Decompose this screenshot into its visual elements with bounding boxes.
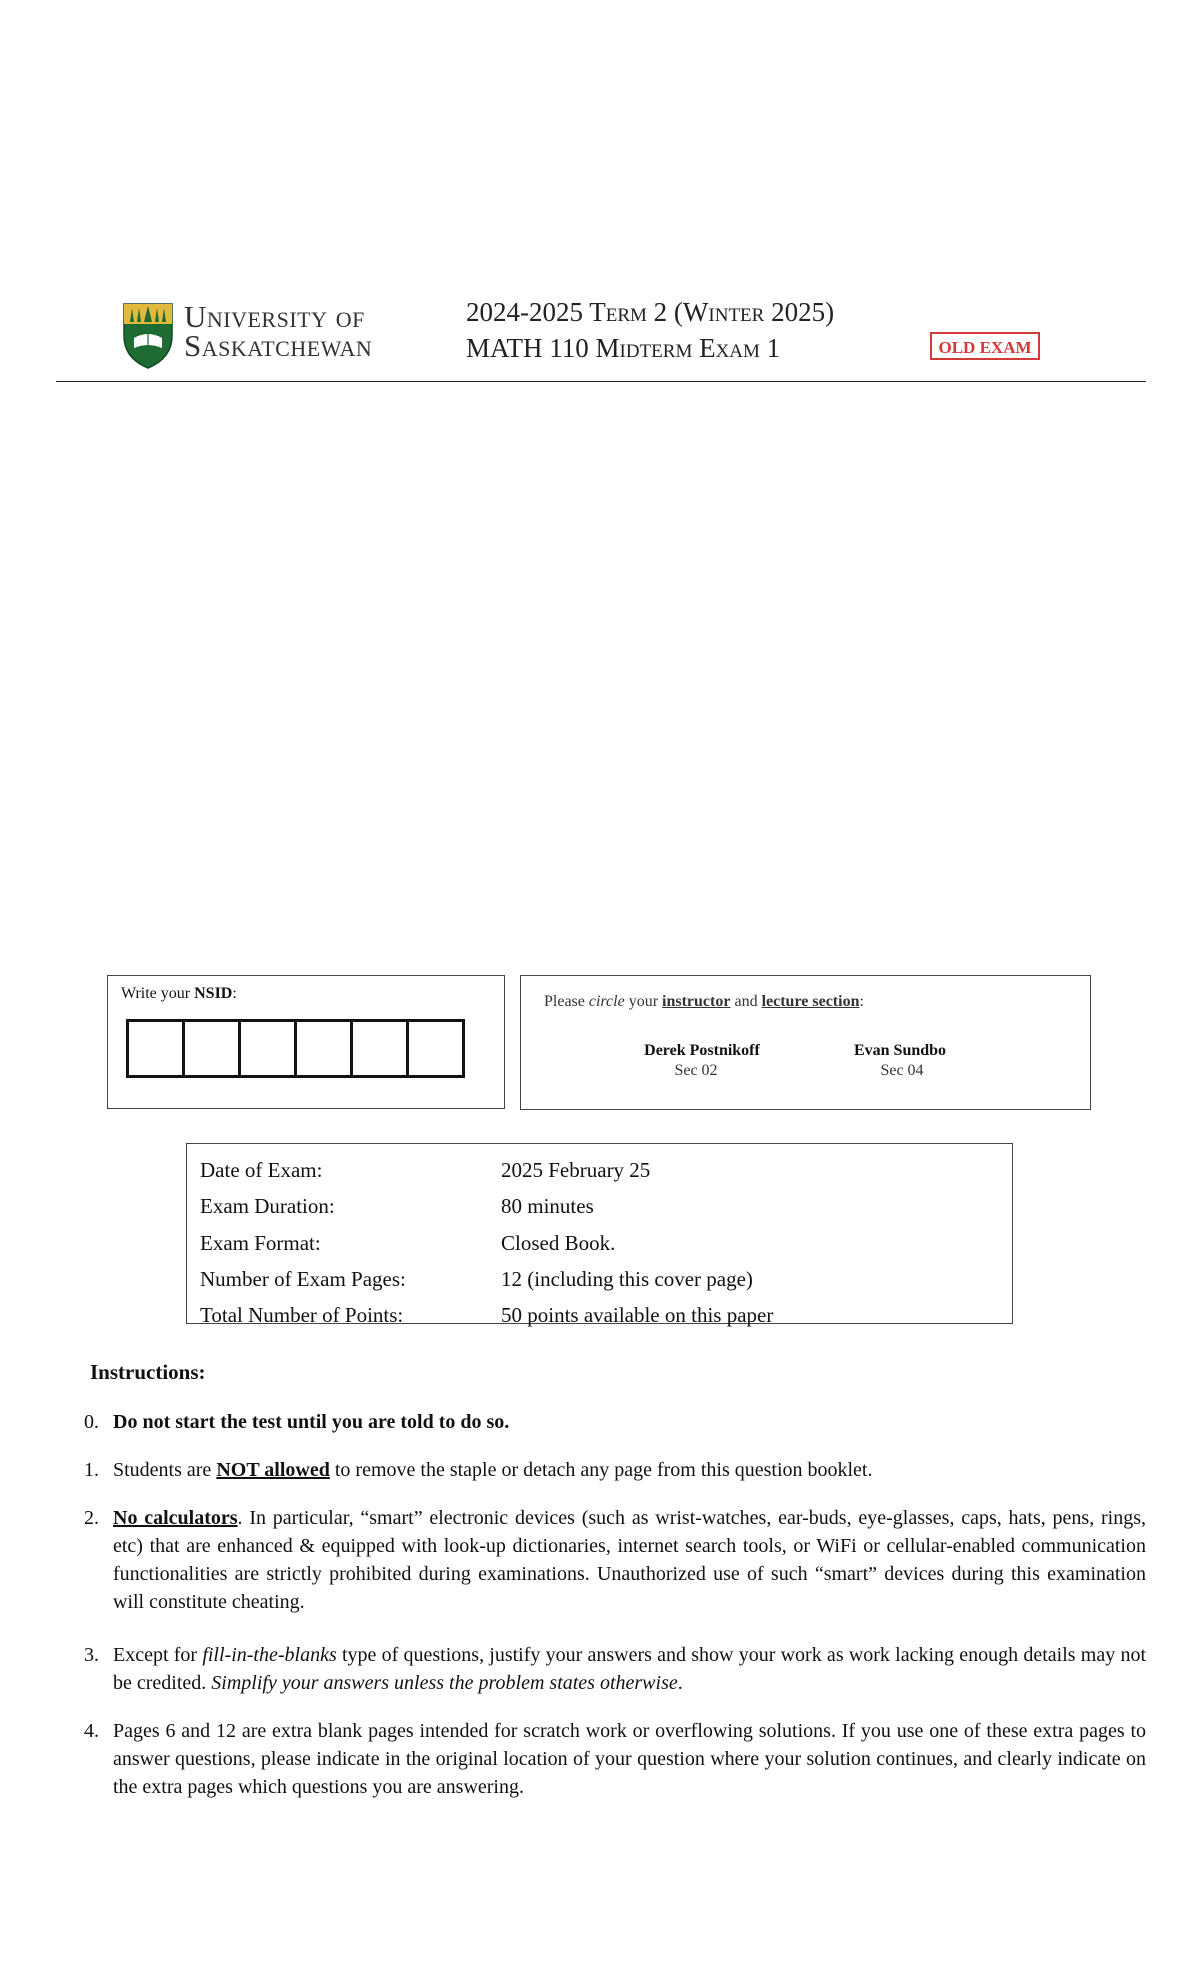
exam-term-title: 2024-2025 Term 2 (Winter 2025) [466,297,835,327]
instructions-heading: Instructions: [90,1360,206,1384]
instruction-item-2: 2. No calculators. In particular, “smart” electronic devices (such as wrist-watches, ear-buds, eye-glasses, caps, hats, pens, rings, etc) that are enhanced & equipped with look-up dictionaries, internet search tools, or WiFi or cellular-enabled communication functionalities are strictly prohibited during examinations. Unauthorized use of such “smart” devices during this examination will constitute cheating. [84,1507,1146,1613]
instruction-item-3: 3. Except for fill-in-the-blanks type of questions, justify your answers and show your work as work lacking enough details may not be credited. Simplify your answers unless the problem states otherwise. [84,1644,1146,1694]
info-value: 80 minutes [501,1194,594,1218]
info-label: Number of Exam Pages: [200,1267,406,1291]
info-row [200,1269,753,1290]
instruction-item-0: 0. Do not start the test until you are told to do so. [84,1411,510,1433]
info-label: Exam Format: [200,1231,321,1255]
nsid-cell[interactable] [126,1019,185,1078]
info-value: Closed Book. [501,1231,616,1255]
info-row [200,1160,650,1181]
nsid-cell[interactable] [350,1019,409,1078]
instruction-item-4: 4. Pages 6 and 12 are extra blank pages intended for scratch work or overflowing solutions. If you use one of these extra pages to answer questions, please indicate in the original location of your question where your solution continues, and clearly indicate on the extra pages which questions you are answering. [84,1720,1146,1798]
info-label: Exam Duration: [200,1194,335,1218]
nsid-cell[interactable] [182,1019,241,1078]
nsid-cell[interactable] [406,1019,465,1078]
info-label: Date of Exam: [200,1158,323,1182]
info-value: 12 (including this cover page) [501,1267,753,1291]
university-name-line2: Saskatchewan [184,328,373,363]
info-value: 2025 February 25 [501,1158,651,1182]
info-row [200,1233,615,1254]
instruction-item-1: 1. Students are NOT allowed to remove the staple or detach any page from this question booklet. [84,1459,873,1481]
section-option-02[interactable]: Sec 02 [674,1062,718,1079]
instructor-option-postnikoff[interactable]: Derek Postnikoff [644,1042,760,1059]
header-divider [56,381,1146,382]
nsid-entry-grid [126,1019,462,1078]
nsid-cell[interactable] [238,1019,297,1078]
info-row [200,1196,594,1217]
section-option-04[interactable]: Sec 04 [880,1062,924,1079]
exam-course-title: MATH 110 Midterm Exam 1 [466,333,781,363]
nsid-cell[interactable] [294,1019,353,1078]
instructor-prompt: Please circle your instructor and lecture section: [544,993,864,1010]
instructor-option-sundbo[interactable]: Evan Sundbo [853,1042,947,1059]
info-row [200,1305,773,1326]
old-exam-badge: OLD EXAM [930,332,1040,360]
university-crest-icon [120,300,176,370]
nsid-label: Write your NSID: [121,985,237,1002]
university-name-line1: University of [184,299,365,334]
info-label: Total Number of Points: [200,1303,404,1327]
info-value: 50 points available on this paper [501,1303,774,1327]
